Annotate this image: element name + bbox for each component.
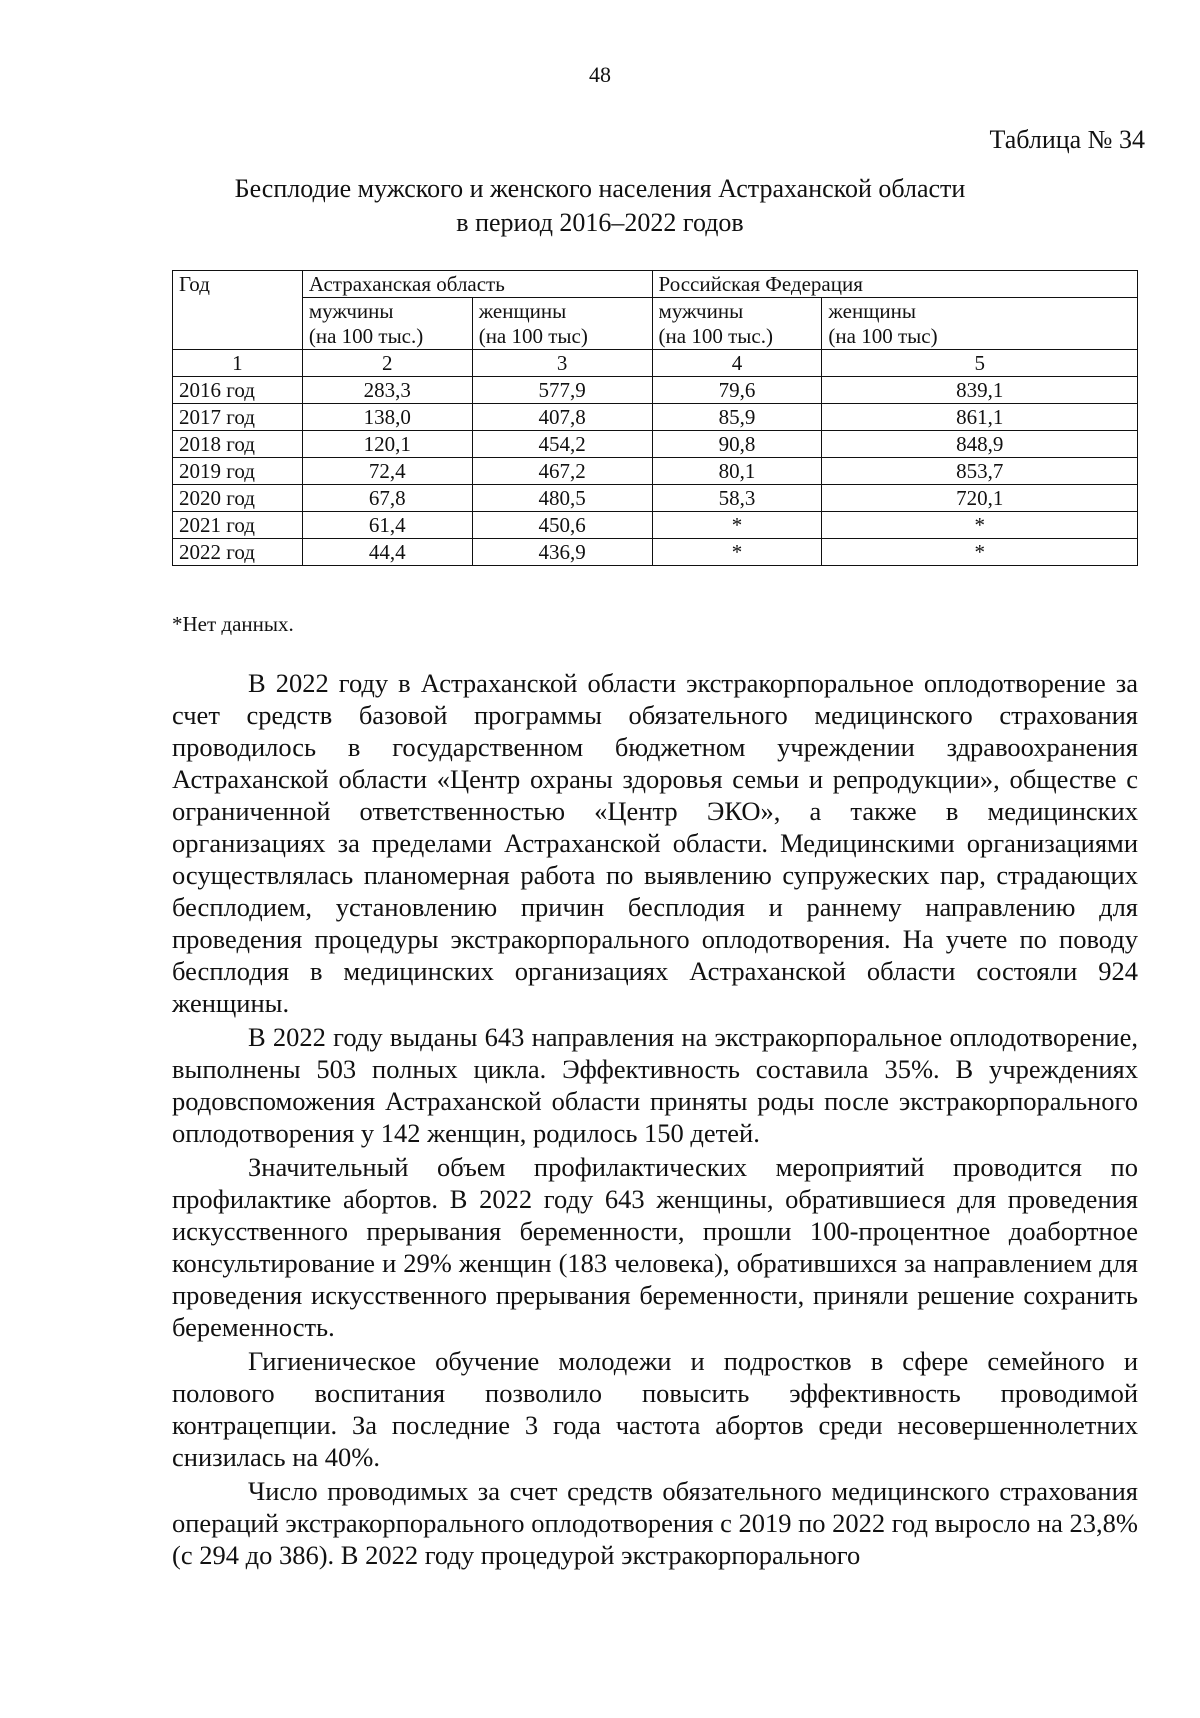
column-number: 4 [652, 350, 822, 377]
table-title [0, 172, 1200, 240]
cell-year: 2016 год [173, 377, 303, 404]
infertility-table [172, 270, 1138, 566]
table-row [173, 458, 1138, 485]
cell-value: 61,4 [302, 512, 472, 539]
cell-value: * [652, 512, 822, 539]
cell-value: 138,0 [302, 404, 472, 431]
footnote: *Нет данных. [172, 612, 294, 636]
cell-year: 2020 год [173, 485, 303, 512]
cell-value: 450,6 [472, 512, 652, 539]
subheader-cell: мужчины (на 100 тыс.) [302, 298, 472, 350]
paragraph: Число проводимых за счет средств обязательного медицинского страхования операций экстракорпорального оплодотворения с 2019 по 2022 год выросло на 23,8% (с 294 до 386). В 2022 году процедурой экстракорпорального [172, 1476, 1138, 1570]
table-row [173, 431, 1138, 458]
cell-value: * [822, 539, 1138, 566]
cell-value: 480,5 [472, 485, 652, 512]
cell-value: 853,7 [822, 458, 1138, 485]
cell-value: 283,3 [302, 377, 472, 404]
header-russia: Российская Федерация [652, 271, 1137, 298]
column-number: 1 [173, 350, 303, 377]
paragraph: В 2022 году в Астраханской области экстракорпоральное оплодотворение за счет средств базовой программы обязательного медицинского страхования проводилось в государственном бюджетном учреждении здравоохранения Астраханской области «Центр охраны здоровья семьи и репродукции», обществе с ограниченной ответственностью «Центр ЭКО», а также в медицинских организациях за пределами Астраханской области. Медицинскими организациями осуществлялась планомерная работа по выявлению супружеских пар, страдающих бесплодием, установлению причин бесплодия и раннему направлению для проведения процедуры экстракорпорального оплодотворения. На учете по поводу бесплодия в медицинских организациях Астраханской области состояли 924 женщины. [172, 668, 1138, 1018]
cell-value: 577,9 [472, 377, 652, 404]
cell-year: 2021 год [173, 512, 303, 539]
cell-year: 2017 год [173, 404, 303, 431]
cell-value: 436,9 [472, 539, 652, 566]
table-row [173, 377, 1138, 404]
header-astrakhan: Астраханская область [302, 271, 652, 298]
table-row [173, 539, 1138, 566]
cell-value: 90,8 [652, 431, 822, 458]
page-number: 48 [589, 62, 611, 87]
table-subheader-row [173, 298, 1138, 350]
table-title-line-2: в период 2016–2022 годов [456, 208, 744, 237]
paragraph: В 2022 году выданы 643 направления на экстракорпоральное оплодотворение, выполнены 503 полных цикла. Эффективность составила 35%. В учреждениях родовспоможения Астраханской области приняты роды после экстракорпорального оплодотворения у 142 женщин, родилось 150 детей. [172, 1022, 1138, 1148]
subheader-cell: женщины (на 100 тыс) [472, 298, 652, 350]
cell-value: * [822, 512, 1138, 539]
cell-value: 848,9 [822, 431, 1138, 458]
cell-value: 58,3 [652, 485, 822, 512]
cell-value: 861,1 [822, 404, 1138, 431]
table-row [173, 404, 1138, 431]
cell-value: 720,1 [822, 485, 1138, 512]
cell-value: 79,6 [652, 377, 822, 404]
cell-year: 2018 год [173, 431, 303, 458]
body-text [172, 667, 1138, 1573]
cell-value: 80,1 [652, 458, 822, 485]
column-number: 2 [302, 350, 472, 377]
cell-value: 454,2 [472, 431, 652, 458]
cell-value: 67,8 [302, 485, 472, 512]
cell-value: 72,4 [302, 458, 472, 485]
paragraph: Значительный объем профилактических мероприятий проводится по профилактике абортов. В 2022 году 643 женщины, обратившиеся для проведения искусственного прерывания беременности, прошли 100-процентное доабортное консультирование и 29% женщин (183 человека), обратившихся за направлением для проведения искусственного прерывания беременности, приняли решение сохранить беременность. [172, 1152, 1138, 1342]
cell-value: 839,1 [822, 377, 1138, 404]
paragraph: Гигиеническое обучение молодежи и подростков в сфере семейного и полового воспитания позволило повысить эффективность проводимой контрацепции. За последние 3 года частота абортов среди несовершеннолетних снизилась на 40%. [172, 1346, 1138, 1472]
table-label: Таблица № 34 [989, 125, 1145, 154]
cell-value: 467,2 [472, 458, 652, 485]
cell-year: 2019 год [173, 458, 303, 485]
cell-value: 44,4 [302, 539, 472, 566]
cell-year: 2022 год [173, 539, 303, 566]
column-number: 5 [822, 350, 1138, 377]
cell-value: * [652, 539, 822, 566]
cell-value: 85,9 [652, 404, 822, 431]
column-number: 3 [472, 350, 652, 377]
column-number-row [173, 350, 1138, 377]
subheader-cell: мужчины (на 100 тыс.) [652, 298, 822, 350]
table-header-row [173, 271, 1138, 298]
table-row [173, 485, 1138, 512]
subheader-cell: женщины (на 100 тыс) [822, 298, 1138, 350]
cell-value: 120,1 [302, 431, 472, 458]
table-row [173, 512, 1138, 539]
header-year: Год [173, 271, 303, 350]
cell-value: 407,8 [472, 404, 652, 431]
table-title-line-1: Бесплодие мужского и женского населения Астраханской области [234, 174, 966, 203]
